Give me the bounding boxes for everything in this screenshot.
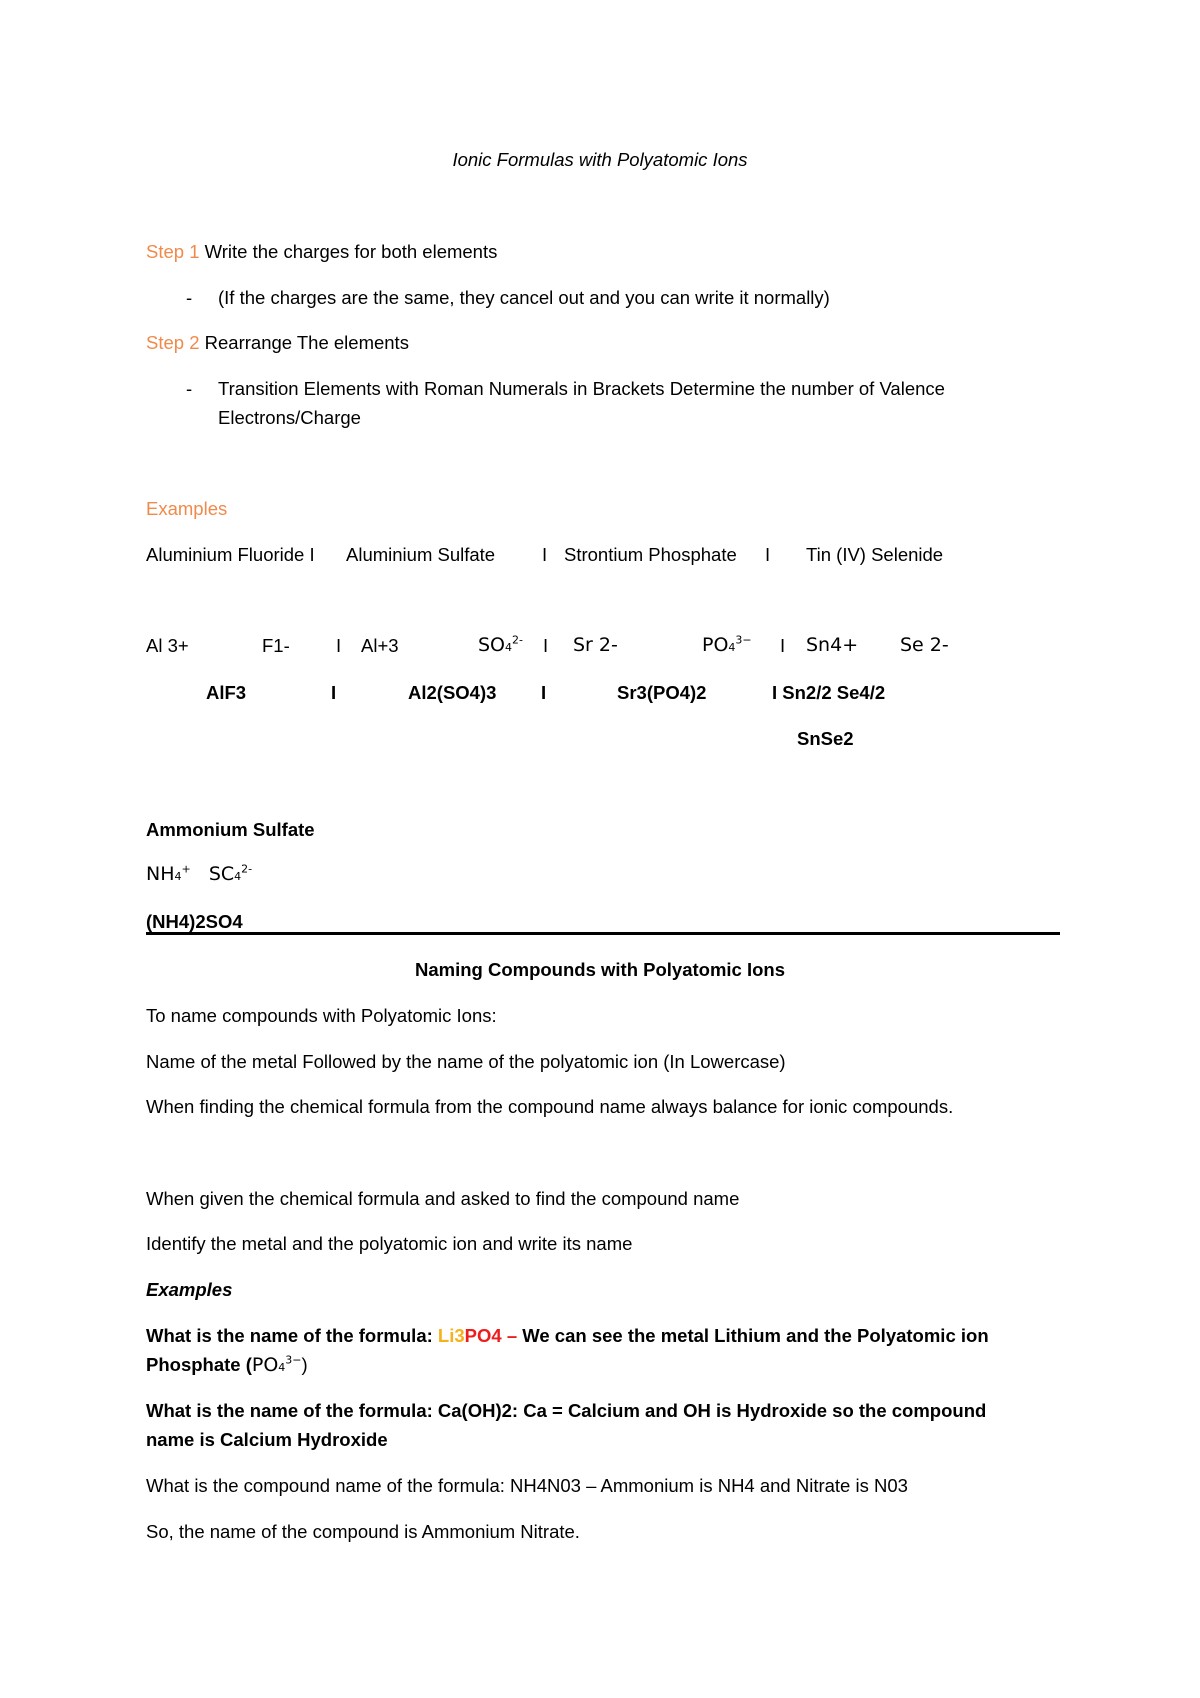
ion-subscript: 4 [505, 641, 513, 654]
separator: I [542, 544, 548, 565]
separator: I [780, 635, 786, 656]
section-divider [146, 932, 1060, 935]
separator: I [541, 682, 547, 703]
bullet-dash: - [186, 287, 193, 308]
naming-p3: When finding the chemical formula from the compound name always balance for ionic compounds. [146, 1096, 954, 1117]
ion-symbol: PO [702, 634, 729, 656]
step-2 [146, 331, 409, 355]
compound-name-1 [146, 543, 315, 567]
question-1-line1 [146, 1324, 989, 1348]
ion-subscript: 4 [278, 1361, 286, 1374]
formula-snse2: SnSe2 [797, 728, 854, 749]
separator: I [543, 635, 549, 656]
separator: I [309, 544, 315, 565]
step-2-bullet-line2: Electrons/Charge [218, 407, 361, 428]
naming-heading: Naming Compounds with Polyatomic Ions [414, 959, 786, 980]
ion-po4 [252, 1354, 302, 1376]
formula-highlight: Li3 [437, 1325, 465, 1346]
step-1 [146, 240, 497, 264]
ammonium-heading: Ammonium Sulfate [146, 819, 315, 840]
formula-sn-se: I Sn2/2 Se4/2 [772, 682, 886, 703]
naming-p1: To name compounds with Polyatomic Ions: [146, 1005, 497, 1026]
ion-charge: 2- [241, 862, 253, 876]
charge-po4 [702, 633, 752, 660]
ion-symbol: PO [251, 1354, 279, 1376]
ion-subscript: 4 [728, 641, 736, 654]
step-1-bullet: (If the charges are the same, they cancel out and you can write it normally) [218, 287, 830, 308]
question-text: Phosphate ( [146, 1354, 252, 1375]
formula-sr3po42: Sr3(PO4)2 [617, 682, 707, 703]
question-2-line2: name is Calcium Hydroxide [146, 1429, 388, 1450]
step-2-label: Step 2 [146, 332, 200, 353]
charge-sr: Sr 2- [573, 634, 618, 656]
ammonium-result: (NH4)2SO4 [146, 911, 243, 932]
ion-symbol: NH [146, 863, 175, 885]
question-text: We can see the metal Lithium and the Polyatomic ion [517, 1325, 989, 1346]
naming-p4: When given the chemical formula and asked to find the compound name [146, 1188, 740, 1209]
ion-subscript: 4 [174, 870, 182, 883]
formula-al2so43: Al2(SO4)3 [408, 682, 497, 703]
charge-se: Se 2- [900, 634, 949, 656]
ion-symbol: SO [478, 634, 506, 656]
naming-p2: Name of the metal Followed by the name of the polyatomic ion (In Lowercase) [146, 1051, 786, 1072]
naming-examples: Examples [146, 1279, 233, 1300]
page-title: Ionic Formulas with Polyatomic Ions [452, 149, 748, 170]
separator: I [331, 682, 337, 703]
formula-alf3: AlF3 [206, 682, 247, 703]
charge-al: Al 3+ [146, 635, 189, 656]
step-1-label: Step 1 [146, 241, 200, 262]
charge-so4 [478, 633, 523, 660]
question-text: ) [301, 1354, 308, 1375]
ion-charge: 3− [285, 1353, 302, 1367]
question-1-line2 [146, 1353, 308, 1380]
ion-subscript: 4 [234, 870, 242, 883]
separator: I [765, 544, 771, 565]
compound-name-3: Strontium Phosphate [564, 544, 737, 565]
question-3: What is the compound name of the formula: NH4N03 – Ammonium is NH4 and Nitrate is N03 [146, 1475, 908, 1496]
ion-symbol: SC [208, 863, 235, 885]
compound-name-text: Aluminium Fluoride [146, 544, 305, 565]
bullet-dash: - [186, 378, 193, 399]
ammonium-ions [146, 862, 252, 889]
formula-highlight: PO4 – [464, 1325, 518, 1346]
step-2-bullet-line1: Transition Elements with Roman Numerals in Brackets Determine the number of Valence [218, 378, 945, 399]
charge-al-plus: Al+3 [361, 635, 399, 656]
question-text: What is the name of the formula: [146, 1325, 438, 1346]
question-2-line1: What is the name of the formula: Ca(OH)2: Ca = Calcium and OH is Hydroxide so the compound [146, 1400, 987, 1421]
ion-charge: 2- [512, 633, 523, 647]
step-1-text: Write the charges for both elements [204, 241, 498, 262]
compound-name-2: Aluminium Sulfate [346, 544, 496, 565]
step-2-text: Rearrange The elements [204, 332, 409, 353]
charge-sn: Sn4+ [806, 634, 859, 656]
naming-p5: Identify the metal and the polyatomic ion and write its name [146, 1233, 633, 1254]
examples-heading: Examples [146, 498, 228, 519]
compound-name-4: Tin (IV) Selenide [806, 544, 944, 565]
separator: I [336, 635, 342, 656]
ion-charge: + [181, 862, 191, 876]
question-4: So, the name of the compound is Ammonium Nitrate. [146, 1521, 580, 1542]
ion-charge: 3− [735, 633, 752, 647]
charge-f: F1- [262, 635, 290, 656]
